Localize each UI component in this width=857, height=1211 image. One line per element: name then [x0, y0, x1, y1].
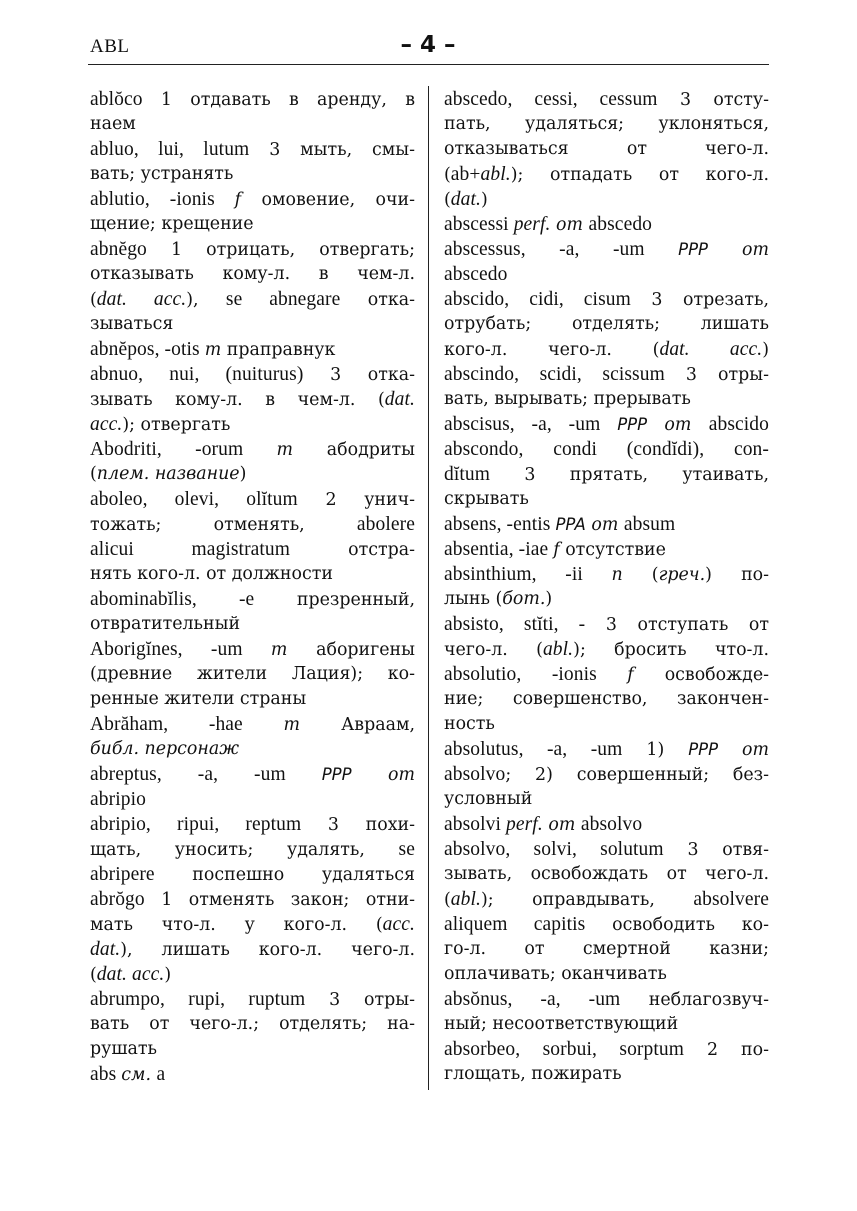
line-segment: 1 отменять закон; отни-	[144, 890, 415, 910]
line-segment: тожать; отменять,	[90, 515, 357, 535]
text-line	[444, 362, 769, 387]
headword-text: abscedo, cessi, cessum	[444, 89, 658, 110]
line-segment: чего-л. (	[444, 640, 543, 660]
text-line	[90, 837, 415, 862]
line-segment: щать, уносить; удалять,	[90, 840, 399, 860]
line-segment: dat. acc.	[659, 339, 763, 360]
headword-text: absinthium, -ii	[444, 564, 612, 585]
text-line	[444, 187, 769, 212]
headword-text: abreptus, -a, -um	[90, 764, 322, 785]
text-line	[90, 162, 415, 187]
line-segment: dat.	[450, 189, 481, 210]
text-line	[90, 762, 415, 787]
line-segment: отказываться от чего-л.	[444, 139, 769, 159]
line-segment: (древние жители Лация); ко-	[90, 664, 415, 684]
text-line	[444, 112, 769, 137]
line-segment	[718, 740, 742, 760]
line-segment: dat.	[384, 389, 415, 410]
line-segment: f	[627, 665, 634, 685]
line-segment: от	[591, 515, 619, 535]
line-segment: )	[481, 190, 488, 210]
headword-text: abscido	[708, 414, 769, 435]
line-segment: ) по-	[705, 565, 769, 585]
line-segment: acc.	[90, 414, 123, 435]
headword-text: abnuo, nui, (nuiturus)	[90, 364, 304, 385]
line-segment: ); бросить что-л.	[573, 640, 769, 660]
line-segment: отсутствие	[559, 540, 666, 560]
text-line	[444, 612, 769, 637]
headword-text: aliquem capitis	[444, 914, 586, 935]
line-segment: (	[90, 965, 97, 985]
text-line	[444, 987, 769, 1012]
headword-text: ablutio, -ionis	[90, 189, 235, 210]
text-line	[90, 287, 415, 312]
text-line	[444, 862, 769, 887]
headword-text: abs	[90, 1064, 122, 1085]
text-line	[90, 137, 415, 162]
text-line	[444, 937, 769, 962]
text-line	[444, 437, 769, 462]
headword-text: abrŏgo	[90, 889, 145, 910]
line-segment: 3 мыть, смы-	[249, 140, 415, 160]
line-segment: условный	[444, 789, 533, 809]
headword-text: abluo, lui, lutum	[90, 139, 250, 160]
line-segment: скрывать	[444, 489, 529, 509]
line-segment: PPP	[678, 240, 709, 259]
line-segment: f	[234, 190, 242, 210]
line-segment: 3 отры-	[305, 990, 415, 1010]
line-segment: ); отвергать	[122, 415, 231, 435]
text-line	[444, 487, 769, 512]
page-number: – 4 –	[400, 32, 456, 58]
headword-text: abnĕgo	[90, 239, 147, 260]
text-line	[90, 712, 415, 737]
line-segment: вать от чего-л.; отделять; на-	[90, 1014, 415, 1034]
line-segment: dat.	[90, 939, 121, 960]
text-line	[444, 87, 769, 112]
text-line	[444, 787, 769, 812]
line-segment: ),	[186, 290, 226, 310]
line-segment: ); оправдывать,	[481, 890, 694, 910]
text-line	[90, 462, 415, 487]
text-line	[90, 412, 415, 437]
right-column	[444, 87, 769, 1087]
text-line	[90, 512, 415, 537]
headword-text: absŏnus, -a, -um	[444, 989, 621, 1010]
line-segment: омовение, очи-	[241, 190, 415, 210]
headword-text: absolvi	[444, 814, 507, 835]
line-segment: 3 отступать от	[585, 615, 769, 635]
line-segment: n	[611, 565, 623, 585]
text-line	[444, 737, 769, 762]
line-segment: acc.	[382, 914, 415, 935]
headword-text: se	[398, 839, 415, 860]
text-line	[444, 962, 769, 987]
line-segment: ); отпадать от кого-л.	[510, 165, 769, 185]
text-line	[90, 387, 415, 412]
headword-text: abrumpo, rupi, ruptum	[90, 989, 306, 1010]
line-segment: ; 2) совершенный; без-	[505, 765, 769, 785]
line-segment: пать, удаляться; уклоняться,	[444, 114, 769, 134]
guide-word: ABL	[90, 36, 130, 57]
line-segment: от	[742, 740, 769, 760]
line-segment: perf.	[506, 814, 543, 835]
line-segment: аборигены	[287, 640, 415, 660]
line-segment: (	[444, 190, 451, 210]
line-segment: библ. персонаж	[90, 739, 239, 759]
line-segment: зывать, освобождать от чего-л.	[444, 864, 769, 884]
text-line	[444, 537, 769, 562]
text-line	[444, 887, 769, 912]
line-segment: perf.	[513, 214, 551, 235]
line-segment: щение; крещение	[90, 214, 254, 234]
line-segment: abl.	[480, 164, 511, 185]
headword-text: absorbeo, sorbui, sorptum	[444, 1039, 684, 1060]
line-segment: (	[444, 165, 451, 185]
line-segment: см.	[121, 1065, 151, 1085]
line-segment: m	[204, 340, 222, 360]
line-segment: 1 отрицать, отвергать;	[146, 240, 415, 260]
line-segment: m	[276, 440, 293, 460]
line-segment: 1)	[622, 740, 689, 760]
headword-text: absolvo	[580, 814, 643, 835]
line-segment: отрубать; отделять; лишать	[444, 314, 769, 334]
line-segment: ный; несоответствующий	[444, 1014, 679, 1034]
text-line	[444, 412, 769, 437]
line-segment: ние; совершенство, закончен-	[444, 689, 769, 709]
line-segment: зываться	[90, 314, 174, 334]
text-line	[444, 837, 769, 862]
line-segment: абодриты	[293, 440, 415, 460]
headword-text: absolvo	[444, 764, 506, 785]
line-segment: праправнук	[221, 340, 336, 360]
left-column	[90, 87, 415, 1087]
headword-text: alicui magistratum	[90, 539, 291, 560]
line-segment: 2 унич-	[297, 490, 415, 510]
line-segment: (	[444, 890, 451, 910]
headword-text: aboleo, olevi, olĭtum	[90, 489, 298, 510]
line-segment: 2 по-	[684, 1040, 769, 1060]
text-line	[90, 787, 415, 812]
line-segment: m	[270, 640, 288, 660]
line-segment: от	[664, 415, 692, 435]
line-segment: от	[548, 815, 576, 835]
headword-text: absolutus, -a, -um	[444, 739, 623, 760]
headword-text: absolvere	[693, 889, 769, 910]
text-line	[90, 637, 415, 662]
line-segment: PPP	[321, 765, 352, 784]
text-line	[90, 337, 415, 362]
line-segment: ), лишать кого-л. чего-л.	[120, 940, 415, 960]
headword-text: se abnegare	[225, 289, 341, 310]
headword-text: absolutio, -ionis	[444, 664, 628, 685]
headword-text: Abodriti, -orum	[90, 439, 277, 460]
line-segment: abl.	[450, 889, 481, 910]
headword-text: abscedo	[444, 264, 508, 285]
line-segment: греч.	[658, 565, 706, 585]
text-line	[90, 687, 415, 712]
text-line	[444, 637, 769, 662]
line-segment: (	[622, 565, 659, 585]
headword-text: abripio	[90, 789, 146, 810]
line-segment: рушать	[90, 1039, 157, 1059]
line-segment: )	[239, 464, 247, 484]
line-segment: 3 отрезать,	[630, 290, 769, 310]
text-line	[444, 237, 769, 262]
text-line	[444, 1037, 769, 1062]
text-line	[90, 812, 415, 837]
headword-text: abolere	[356, 514, 415, 535]
text-line	[444, 462, 769, 487]
line-segment: вать; устранять	[90, 164, 234, 184]
line-segment: отказывать кому-л. в чем-л.	[90, 264, 415, 284]
headword-text: abscido, cidi, cisum	[444, 289, 631, 310]
line-segment: ность	[444, 714, 495, 734]
text-line	[444, 1062, 769, 1087]
text-line	[90, 1037, 415, 1062]
line-segment: неблагозвуч-	[620, 990, 769, 1010]
text-line	[90, 312, 415, 337]
text-line	[90, 187, 415, 212]
line-segment: dat. acc.	[96, 289, 187, 310]
text-line	[444, 137, 769, 162]
line-segment: 3 отка-	[303, 365, 415, 385]
headword-text: a	[156, 1064, 166, 1085]
text-line	[90, 537, 415, 562]
line-segment: отка-	[340, 290, 415, 310]
headword-text: ablŏco	[90, 89, 143, 110]
text-line	[444, 387, 769, 412]
text-line	[444, 562, 769, 587]
headword-text: abscessi	[444, 214, 514, 235]
text-line	[444, 212, 769, 237]
header-rule	[88, 64, 769, 65]
line-segment: бот.	[502, 589, 546, 609]
line-segment: PPA	[555, 515, 586, 534]
line-segment: 3 отры-	[664, 365, 769, 385]
headword-text: abscessus, -a, -um	[444, 239, 679, 260]
text-line	[90, 487, 415, 512]
line-segment: от	[556, 215, 583, 235]
text-line	[90, 362, 415, 387]
line-segment: f	[553, 540, 560, 560]
text-line	[90, 737, 415, 762]
headword-text: absum	[623, 514, 676, 535]
text-line	[90, 212, 415, 237]
headword-text: Abrăham, -hae	[90, 714, 284, 735]
text-line	[90, 437, 415, 462]
text-line	[90, 587, 415, 612]
line-segment: вать, вырывать; прерывать	[444, 389, 691, 409]
headword-text: abscisus, -a, -um	[444, 414, 618, 435]
text-line	[90, 262, 415, 287]
text-line	[444, 1012, 769, 1037]
headword-text: ab+	[450, 164, 481, 185]
line-segment: 3 похи-	[301, 815, 415, 835]
text-line	[90, 1062, 415, 1087]
line-segment: зывать кому-л. в чем-л. (	[90, 390, 385, 410]
text-line	[90, 987, 415, 1012]
text-line	[444, 337, 769, 362]
headword-text: abripio, ripui, reptum	[90, 814, 302, 835]
line-segment	[691, 415, 708, 435]
headword-text: absolvo, solvi, solutum	[444, 839, 664, 860]
text-line	[444, 262, 769, 287]
line-segment: (	[90, 290, 97, 310]
line-segment: PPP	[688, 740, 719, 759]
line-segment: )	[545, 589, 553, 609]
line-segment: поспешно удаляться	[154, 865, 415, 885]
text-line	[90, 112, 415, 137]
text-line	[90, 887, 415, 912]
text-line	[90, 87, 415, 112]
headword-text: Aborigĭnes, -um	[90, 639, 271, 660]
text-line	[444, 312, 769, 337]
headword-text: abripere	[90, 864, 155, 885]
headword-text: absisto, stĭti, -	[444, 614, 586, 635]
line-segment	[352, 765, 389, 785]
text-line	[444, 912, 769, 937]
line-segment: кого-л. чего-л. (	[444, 340, 660, 360]
line-segment: 3 отсту-	[657, 90, 769, 110]
text-line	[90, 962, 415, 987]
line-segment: m	[283, 715, 300, 735]
line-segment: лынь (	[444, 589, 503, 609]
line-segment: го-л. от смертной казни;	[444, 939, 769, 959]
text-line	[90, 937, 415, 962]
column-divider	[428, 86, 429, 1090]
text-line	[90, 862, 415, 887]
line-segment: наем	[90, 114, 136, 134]
headword-text: absens, -entis	[444, 514, 556, 535]
text-line	[444, 762, 769, 787]
text-line	[90, 612, 415, 637]
line-segment: освобожде-	[633, 665, 769, 685]
text-line	[444, 287, 769, 312]
line-segment: плем. название	[96, 464, 240, 484]
line-segment: Авраам,	[299, 715, 415, 735]
text-line	[444, 662, 769, 687]
line-segment: от	[742, 240, 769, 260]
line-segment: 1 отдавать в аренду, в	[142, 90, 415, 110]
text-line	[90, 237, 415, 262]
line-segment: мать что-л. у кого-л. (	[90, 915, 383, 935]
line-segment: abl.	[542, 639, 574, 660]
line-segment: dat. acc.	[96, 964, 165, 985]
line-segment: нять кого-л. от должности	[90, 564, 333, 584]
headword-text: abscindo, scidi, scissum	[444, 364, 665, 385]
headword-text: absentia, -iae	[444, 539, 554, 560]
line-segment	[647, 415, 664, 435]
line-segment: презренный,	[254, 590, 415, 610]
line-segment: )	[762, 340, 769, 360]
text-line	[90, 912, 415, 937]
line-segment: от	[388, 765, 415, 785]
headword-text: dĭtum	[444, 464, 491, 485]
line-segment	[708, 240, 742, 260]
text-line	[444, 687, 769, 712]
text-line	[444, 812, 769, 837]
text-line	[90, 562, 415, 587]
line-segment: оплачивать; оканчивать	[444, 964, 667, 984]
line-segment: освободить ко-	[585, 915, 769, 935]
line-segment: PPP	[617, 415, 648, 434]
line-segment: отстра-	[290, 540, 415, 560]
line-segment: глощать, пожирать	[444, 1064, 622, 1084]
line-segment: 3 отвя-	[663, 840, 769, 860]
text-line	[90, 662, 415, 687]
line-segment: (	[90, 464, 97, 484]
line-segment: ренные жители страны	[90, 689, 307, 709]
text-line	[444, 587, 769, 612]
line-segment: )	[164, 965, 172, 985]
text-line	[90, 1012, 415, 1037]
headword-text: abnĕpos, -otis	[90, 339, 205, 360]
text-line	[444, 512, 769, 537]
text-line	[444, 162, 769, 187]
headword-text: abscedo	[588, 214, 653, 235]
headword-text: abscondo, condi (condĭdi), con-	[444, 439, 769, 460]
line-segment: 3 прятать, утаивать,	[490, 465, 769, 485]
headword-text: abominabĭlis, -e	[90, 589, 255, 610]
line-segment: отвратительный	[90, 614, 241, 634]
text-line	[444, 712, 769, 737]
